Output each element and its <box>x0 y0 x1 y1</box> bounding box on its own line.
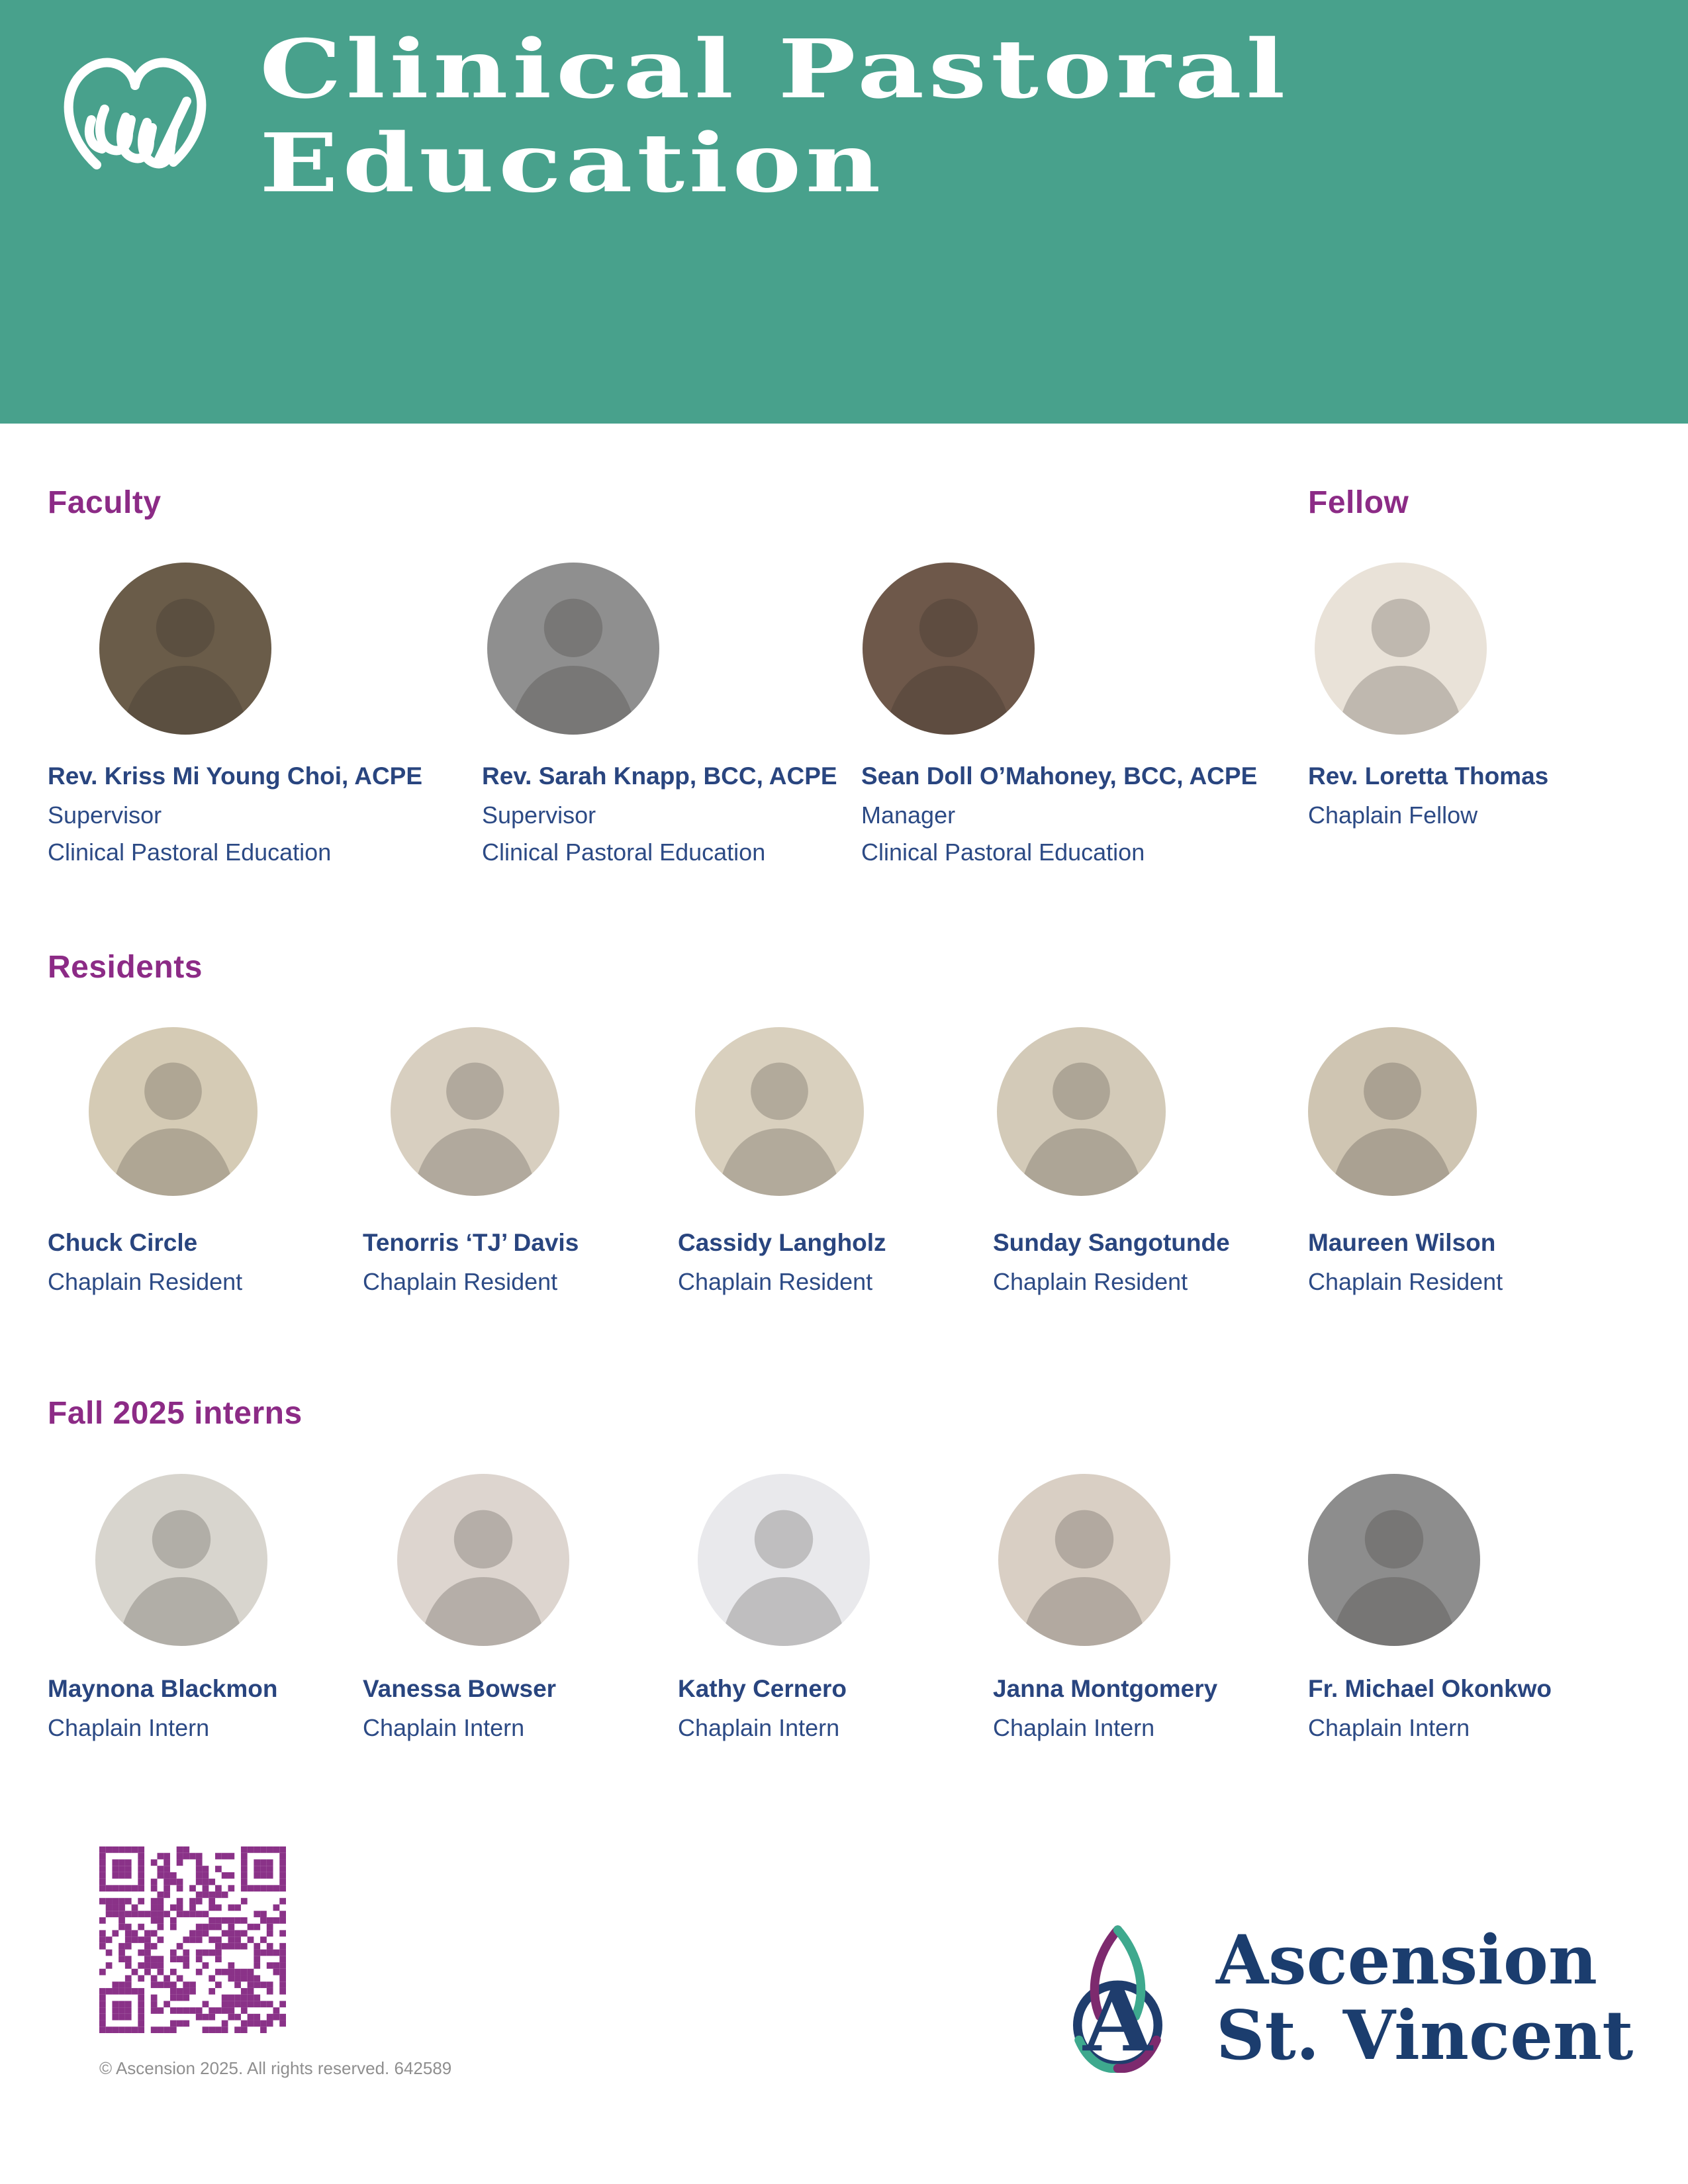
residents-heading: Residents <box>48 950 203 985</box>
interns-heading: Fall 2025 interns <box>48 1396 303 1431</box>
person-role: Supervisor <box>48 801 162 829</box>
person-name: Rev. Loretta Thomas <box>1308 762 1549 790</box>
ascension-logo-mark-icon <box>1043 1924 1192 2073</box>
person-role: Manager <box>861 801 956 829</box>
qr-code <box>99 1846 286 2033</box>
person-silhouette-icon <box>1308 1474 1480 1646</box>
person-silhouette-icon <box>1315 563 1487 735</box>
person-role: Chaplain Resident <box>1308 1268 1503 1296</box>
person-card <box>48 563 465 871</box>
person-silhouette-icon <box>863 563 1035 735</box>
person-card <box>1308 563 1652 834</box>
person-card <box>678 1027 982 1300</box>
person-org: Clinical Pastoral Education <box>861 839 1145 866</box>
person-card <box>1308 1027 1613 1300</box>
hands-heart-icon <box>52 33 224 212</box>
logo-line1: Ascension <box>1216 1921 1598 2000</box>
svg-text:A: A <box>1083 1966 1152 2071</box>
person-name: Tenorris ‘TJ’ Davis <box>363 1229 579 1256</box>
person-silhouette-icon <box>998 1474 1170 1646</box>
person-role: Chaplain Fellow <box>1308 801 1478 829</box>
avatar <box>997 1027 1166 1196</box>
person-silhouette-icon <box>397 1474 569 1646</box>
person-card <box>861 563 1285 871</box>
qr-code-pattern <box>99 1846 286 2033</box>
header-banner <box>0 0 1688 424</box>
page-title-line1: Clinical Pastoral <box>259 21 1289 116</box>
avatar <box>95 1474 267 1646</box>
avatar <box>1315 563 1487 735</box>
person-role: Chaplain Resident <box>678 1268 873 1296</box>
ascension-st-vincent-logo <box>1043 1921 1634 2076</box>
person-silhouette-icon <box>487 563 659 735</box>
person-name: Maureen Wilson <box>1308 1229 1496 1256</box>
person-role: Chaplain Resident <box>363 1268 558 1296</box>
avatar <box>863 563 1035 735</box>
person-org: Clinical Pastoral Education <box>482 839 766 866</box>
person-role: Chaplain Intern <box>1308 1714 1470 1742</box>
faculty-heading: Faculty <box>48 485 162 520</box>
person-card <box>48 1027 352 1300</box>
person-role: Chaplain Intern <box>48 1714 210 1742</box>
page-title-line2: Education <box>259 114 885 210</box>
page-title <box>259 23 1289 210</box>
person-card <box>48 1474 352 1747</box>
person-role: Chaplain Resident <box>48 1268 243 1296</box>
person-card <box>993 1027 1297 1300</box>
person-silhouette-icon <box>997 1027 1166 1196</box>
person-role: Chaplain Resident <box>993 1268 1188 1296</box>
person-name: Janna Montgomery <box>993 1675 1218 1702</box>
avatar <box>1308 1027 1477 1196</box>
avatar <box>1308 1474 1480 1646</box>
avatar <box>397 1474 569 1646</box>
person-name: Rev. Sarah Knapp, BCC, ACPE <box>482 762 837 790</box>
person-role: Chaplain Intern <box>678 1714 840 1742</box>
ascension-logo-wordmark <box>1216 1921 1634 2076</box>
person-role: Supervisor <box>482 801 596 829</box>
avatar <box>89 1027 258 1196</box>
copyright-text: © Ascension 2025. All rights reserved. 642589 <box>99 2058 452 2078</box>
fellow-heading: Fellow <box>1308 485 1409 520</box>
person-silhouette-icon <box>89 1027 258 1196</box>
person-role: Chaplain Intern <box>363 1714 525 1742</box>
person-name: Cassidy Langholz <box>678 1229 886 1256</box>
person-name: Maynona Blackmon <box>48 1675 278 1702</box>
avatar <box>695 1027 864 1196</box>
person-role: Chaplain Intern <box>993 1714 1155 1742</box>
person-card <box>363 1474 667 1747</box>
avatar <box>998 1474 1170 1646</box>
person-silhouette-icon <box>99 563 271 735</box>
person-silhouette-icon <box>695 1027 864 1196</box>
avatar <box>698 1474 870 1646</box>
person-name: Kathy Cernero <box>678 1675 847 1702</box>
person-name: Sunday Sangotunde <box>993 1229 1230 1256</box>
person-silhouette-icon <box>1308 1027 1477 1196</box>
avatar <box>487 563 659 735</box>
person-silhouette-icon <box>95 1474 267 1646</box>
person-card <box>1308 1474 1613 1747</box>
person-name: Vanessa Bowser <box>363 1675 557 1702</box>
person-card <box>678 1474 982 1747</box>
person-name: Rev. Kriss Mi Young Choi, ACPE <box>48 762 423 790</box>
person-name: Sean Doll O’Mahoney, BCC, ACPE <box>861 762 1258 790</box>
person-card <box>993 1474 1297 1747</box>
person-silhouette-icon <box>391 1027 559 1196</box>
avatar <box>99 563 271 735</box>
person-silhouette-icon <box>698 1474 870 1646</box>
avatar <box>391 1027 559 1196</box>
logo-line2: St. Vincent <box>1216 1996 1634 2076</box>
person-card <box>482 563 846 871</box>
person-name: Fr. Michael Okonkwo <box>1308 1675 1552 1702</box>
person-name: Chuck Circle <box>48 1229 198 1256</box>
person-card <box>363 1027 667 1300</box>
person-org: Clinical Pastoral Education <box>48 839 332 866</box>
